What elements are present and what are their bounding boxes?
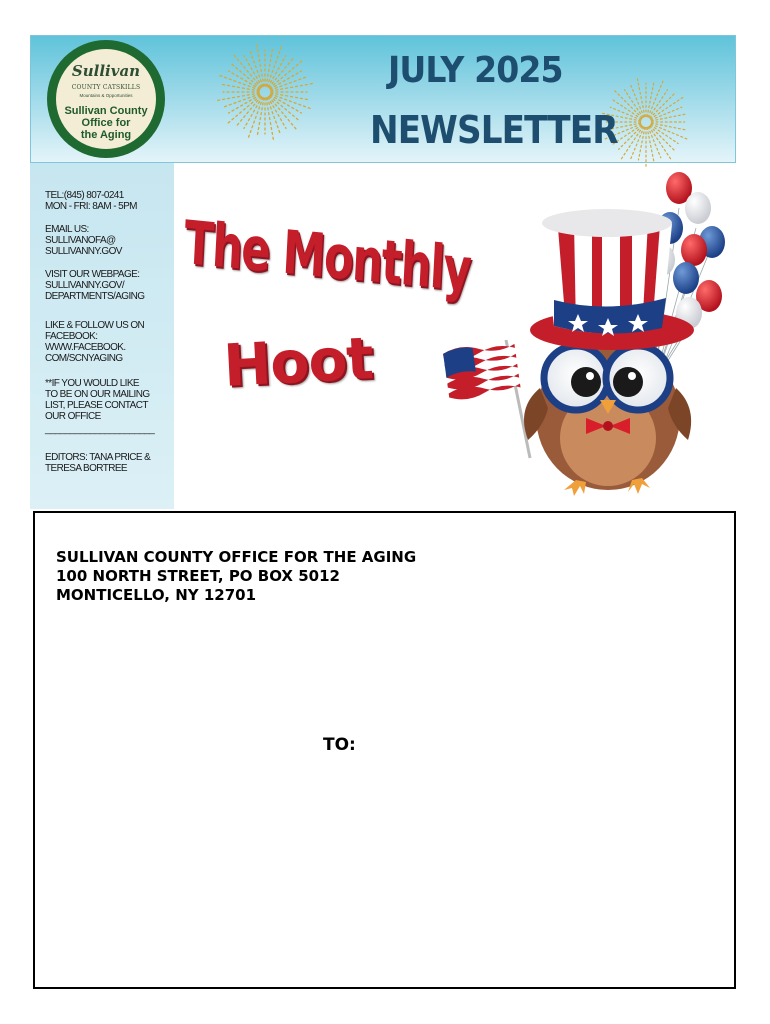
contact-info-line: TEL:(845) 807-0241 <box>45 190 124 201</box>
contact-info-line: EDITORS: TANA PRICE & <box>45 452 151 463</box>
logo-tagline: Mountains & Opportunities <box>79 93 133 98</box>
logo-script-text: Sullivan <box>71 62 141 80</box>
return-address-line: 100 NORTH STREET, PO BOX 5012 <box>56 567 340 585</box>
patriotic-owl-icon <box>436 168 736 503</box>
fireworks-ray <box>650 92 676 118</box>
contact-info-line: SULLIVANOFA@ <box>45 235 116 246</box>
fireworks-ray <box>630 83 644 117</box>
contact-info-line: SULLIVANNY.GOV/ <box>45 280 124 291</box>
recipient-to-label: TO: <box>323 735 356 755</box>
contact-info-line: LIST, PLEASE CONTACT <box>45 400 148 411</box>
contact-info-line: WWW.FACEBOOK. <box>45 342 126 353</box>
contact-info-line: COM/SCNYAGING <box>45 353 123 364</box>
contact-info-line: SULLIVANNY.GOV <box>45 246 122 257</box>
contact-info-line: FACEBOOK: <box>45 331 98 342</box>
contact-info-line: TO BE ON OUR MAILING <box>45 389 150 400</box>
return-address-line: MONTICELLO, NY 12701 <box>56 586 257 604</box>
contact-info-line: ______________________ <box>45 424 155 435</box>
contact-info-line: VISIT OUR WEBPAGE: <box>45 269 140 280</box>
newsletter-month-title: JULY 2025 <box>388 50 563 91</box>
logo-name-line: Sullivan County <box>64 105 148 117</box>
logo-office-name <box>56 105 156 141</box>
masthead-subtitle: Hoot <box>222 324 375 400</box>
return-address-line: SULLIVAN COUNTY OFFICE FOR THE AGING <box>56 548 417 566</box>
contact-info-line: OUR OFFICE <box>45 411 101 422</box>
newsletter-title: NEWSLETTER <box>370 108 618 152</box>
contact-info-line: MON - FRI: 8AM - 5PM <box>45 201 137 212</box>
logo-name-line: Office for <box>81 117 131 129</box>
logo-subtitle: COUNTY CATSKILLS <box>71 84 141 91</box>
contact-info-line: LIKE & FOLLOW US ON <box>45 320 145 331</box>
contact-info-line: **IF YOU WOULD LIKE <box>45 378 139 389</box>
contact-info-line: DEPARTMENTS/AGING <box>45 291 145 302</box>
masthead-title: The Monthly <box>182 208 472 306</box>
contact-info-line: TERESA BORTREE <box>45 463 127 474</box>
fireworks-ray <box>650 126 676 152</box>
fireworks-icon <box>215 42 315 142</box>
logo-name-line: the Aging <box>80 129 132 141</box>
fireworks-ray <box>630 127 644 161</box>
contact-info-line: EMAIL US: <box>45 224 89 235</box>
